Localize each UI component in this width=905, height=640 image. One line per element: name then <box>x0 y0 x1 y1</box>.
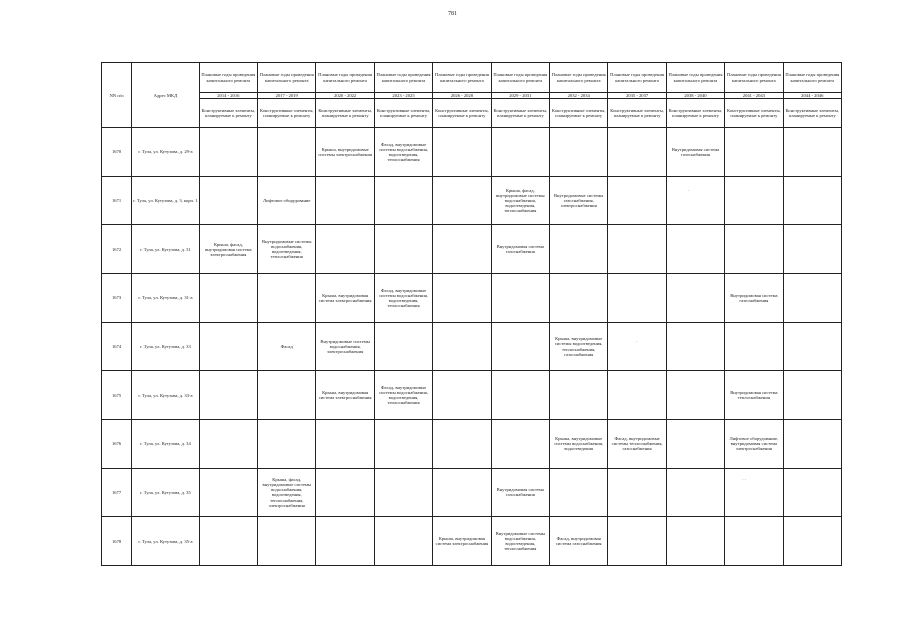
repair-elements-cell <box>199 371 257 420</box>
repair-elements-cell <box>199 176 257 225</box>
repair-elements-cell <box>725 468 783 517</box>
repair-elements-cell <box>666 322 724 371</box>
row-address: г. Тула, ул. Кутузова, д. 34 <box>132 419 199 468</box>
repair-elements-cell <box>433 371 491 420</box>
row-number: 1674 <box>102 322 132 371</box>
repair-elements-cell <box>316 176 374 225</box>
repair-elements-cell <box>316 274 374 323</box>
repair-elements-cell <box>491 176 549 225</box>
repair-elements-cell <box>550 176 608 225</box>
row-address: г. Тула, ул. Кутузова, д. 29-а <box>132 128 199 177</box>
repair-elements-cell <box>666 225 724 274</box>
repair-elements-cell <box>783 517 841 566</box>
repair-elements-cell <box>608 468 666 517</box>
repair-elements-cell <box>725 371 783 420</box>
repair-elements-text: Внутридомовая система газоснабжения <box>671 146 720 157</box>
period-years: 2026 - 2028 <box>433 93 491 99</box>
repair-elements-cell <box>433 274 491 323</box>
repair-elements-cell <box>725 176 783 225</box>
repair-elements-cell <box>550 371 608 420</box>
repair-elements-cell <box>374 419 432 468</box>
period-elements-label: Конструктивные элементы, планируемые к ремонту <box>316 99 374 128</box>
repair-elements-cell <box>725 128 783 177</box>
repair-elements-cell <box>783 468 841 517</box>
period-elements-label: Конструктивные элементы, планируемые к ремонту <box>199 99 257 128</box>
period-title: Плановые годы проведения капитального ремонта <box>199 63 257 93</box>
repair-elements-cell <box>374 322 432 371</box>
period-title: Плановые годы проведения капитального ремонта <box>433 63 491 93</box>
repair-elements-cell <box>491 274 549 323</box>
repair-elements-cell <box>491 419 549 468</box>
repair-elements-cell <box>433 176 491 225</box>
row-address: г. Тула, ул. Кутузова, д. 31-а <box>132 274 199 323</box>
repair-elements-cell <box>550 419 608 468</box>
repair-elements-text: Фасад, внутридомовая система газоснабжения <box>555 535 602 547</box>
period-years: 2020 - 2022 <box>316 93 374 99</box>
period-years: 2044 - 2046 <box>783 93 841 99</box>
period-title: Плановые годы проведения капитального ремонта <box>666 63 724 93</box>
repair-elements-cell <box>666 517 724 566</box>
repair-elements-cell <box>258 274 316 323</box>
repair-elements-cell <box>199 517 257 566</box>
repair-elements-cell <box>725 322 783 371</box>
period-elements-label: Конструктивные элементы, планируемые к ремонту <box>608 99 666 128</box>
repair-elements-text: Фасад, внутридомовые системы водоснабжения, водоотведения, теплоснабжения <box>379 287 428 309</box>
repair-elements-cell <box>783 322 841 371</box>
repair-elements-cell <box>666 128 724 177</box>
period-title: Плановые годы проведения капитального ремонта <box>725 63 783 93</box>
repair-elements-cell <box>608 225 666 274</box>
period-title: Плановые годы проведения капитального ремонта <box>608 63 666 93</box>
repair-elements-text: Крыша, фасад, внутридомовые системы водоснабжения, водоотведения, теплоснабжения <box>496 187 545 214</box>
table-row <box>102 371 842 420</box>
repair-elements-cell <box>608 371 666 420</box>
row-number: 1676 <box>102 419 132 468</box>
repair-elements-cell <box>258 322 316 371</box>
repair-elements-cell <box>316 517 374 566</box>
period-elements-label: Конструктивные элементы, планируемые к ремонту <box>258 99 316 128</box>
repair-elements-cell <box>433 225 491 274</box>
repair-elements-cell <box>666 468 724 517</box>
repair-elements-cell <box>316 468 374 517</box>
repair-elements-cell <box>725 225 783 274</box>
scan-mark: · · <box>742 478 747 483</box>
table-row <box>102 225 842 274</box>
repair-elements-cell <box>374 176 432 225</box>
row-number: 1670 <box>102 128 132 177</box>
period-elements-label: Конструктивные элементы, планируемые к ремонту <box>783 99 841 128</box>
repair-elements-cell <box>199 128 257 177</box>
header-address: Адрес МКД <box>132 63 199 128</box>
period-title: Плановые годы проведения капитального ремонта <box>550 63 608 93</box>
repair-elements-cell <box>608 274 666 323</box>
repair-elements-cell <box>374 128 432 177</box>
repair-elements-cell <box>608 128 666 177</box>
repair-elements-cell <box>374 371 432 420</box>
page-number: 781 <box>448 11 457 17</box>
row-number: 1672 <box>102 225 132 274</box>
header-title-row <box>102 63 842 93</box>
repair-elements-cell <box>258 128 316 177</box>
repair-elements-cell <box>433 468 491 517</box>
period-years: 2029 - 2031 <box>491 93 549 99</box>
repair-elements-cell <box>550 517 608 566</box>
repair-elements-cell <box>783 225 841 274</box>
scan-mark: · <box>636 340 638 345</box>
period-years: 2014 - 2016 <box>199 93 257 99</box>
repair-elements-cell <box>374 274 432 323</box>
row-number: 1678 <box>102 517 132 566</box>
period-years: 2035 - 2037 <box>608 93 666 99</box>
repair-elements-text: Лифтовое оборудование <box>263 198 311 204</box>
repair-elements-text: Лифтовое оборудование, внутридомовая система электроснабжения <box>729 436 779 452</box>
repair-elements-cell <box>783 128 841 177</box>
period-elements-label: Конструктивные элементы, планируемые к ремонту <box>550 99 608 128</box>
period-title: Плановые годы проведения капитального ремонта <box>316 63 374 93</box>
repair-elements-cell <box>666 371 724 420</box>
row-number: 1671 <box>102 176 132 225</box>
repair-elements-cell <box>316 371 374 420</box>
repair-elements-cell <box>783 371 841 420</box>
repair-elements-cell <box>316 128 374 177</box>
repair-elements-cell <box>783 176 841 225</box>
repair-elements-cell <box>783 274 841 323</box>
period-elements-label: Конструктивные элементы, планируемые к ремонту <box>433 99 491 128</box>
repair-elements-cell <box>491 517 549 566</box>
repair-elements-text: Крыша, внутридомовые системы водоотведения, теплоснабжения, газоснабжения <box>554 336 603 357</box>
table-row <box>102 517 842 566</box>
repair-elements-cell <box>608 517 666 566</box>
repair-elements-cell <box>608 419 666 468</box>
repair-elements-text: Фасад, внутридомовые системы водоснабжения, водоотведения, теплоснабжения <box>379 141 428 163</box>
period-title: Плановые годы проведения капитального ремонта <box>783 63 841 93</box>
repair-elements-cell <box>725 517 783 566</box>
repair-elements-text: Внутридомовая система газоснабжения <box>496 487 544 498</box>
repair-elements-text: Крыша, внутридомовые системы водоснабжения, водоотведения <box>554 436 604 452</box>
table-row <box>102 274 842 323</box>
repair-elements-cell <box>258 225 316 274</box>
repair-elements-cell <box>433 322 491 371</box>
repair-elements-text: Фасад, внутридомовые системы водоснабжения, водоотведения, теплоснабжения <box>379 384 428 406</box>
period-elements-label: Конструктивные элементы, планируемые к ремонту <box>666 99 724 128</box>
repair-elements-cell <box>258 419 316 468</box>
repair-elements-cell <box>725 419 783 468</box>
repair-elements-cell <box>550 128 608 177</box>
repair-elements-cell <box>199 419 257 468</box>
repair-elements-cell <box>783 419 841 468</box>
repair-elements-cell <box>374 517 432 566</box>
repair-elements-cell <box>316 322 374 371</box>
repair-elements-text: Внутридомовая система газоснабжения <box>730 292 778 303</box>
repair-elements-cell <box>491 225 549 274</box>
repair-elements-text: Крыша, внутридомовая система электроснабжения <box>435 535 489 547</box>
repair-elements-cell <box>491 128 549 177</box>
table-row <box>102 468 842 517</box>
table-row <box>102 419 842 468</box>
period-years: 2032 - 2034 <box>550 93 608 99</box>
period-title: Плановые годы проведения капитального ремонта <box>258 63 316 93</box>
repair-elements-cell <box>374 225 432 274</box>
repair-elements-cell <box>666 274 724 323</box>
repair-elements-cell <box>725 274 783 323</box>
repair-elements-text: Крыша, внутридомовая система электроснабжения <box>318 390 372 401</box>
repair-elements-cell <box>550 225 608 274</box>
row-address: г. Тула, ул. Кутузова, д. 31 <box>132 225 199 274</box>
repair-elements-cell <box>433 419 491 468</box>
scan-mark: · <box>688 189 690 194</box>
repair-elements-text: Крыша, внутридомовые системы электроснабжения <box>318 146 373 157</box>
table-row <box>102 176 842 225</box>
repair-elements-cell <box>550 274 608 323</box>
row-address: г. Тула, ул. Кутузова, д. 33 <box>132 322 199 371</box>
period-title: Плановые годы проведения капитального ремонта <box>491 63 549 93</box>
repair-elements-cell <box>550 468 608 517</box>
repair-elements-cell <box>258 371 316 420</box>
period-years: 2023 - 2025 <box>374 93 432 99</box>
row-number: 1677 <box>102 468 132 517</box>
table-row <box>102 322 842 371</box>
repair-elements-cell <box>666 176 724 225</box>
repair-elements-text: Внутридомовые системы водоснабжения, водоотведения, теплоснабжения <box>262 238 312 260</box>
repair-elements-cell <box>199 468 257 517</box>
repair-elements-cell <box>550 322 608 371</box>
repair-elements-text: Внутридомовые системы газоснабжения, электроснабжения <box>553 192 604 209</box>
repair-elements-cell <box>491 468 549 517</box>
repair-elements-cell <box>258 468 316 517</box>
repair-elements-cell <box>374 468 432 517</box>
period-years: 2038 - 2040 <box>666 93 724 99</box>
period-elements-label: Конструктивные элементы, планируемые к ремонту <box>491 99 549 128</box>
period-years: 2041 - 2043 <box>725 93 783 99</box>
table-row <box>102 128 842 177</box>
table-body <box>102 128 842 566</box>
header-sub-row <box>102 99 842 128</box>
repair-elements-text: Внутридомовые системы водоснабжения, электроснабжения <box>320 338 370 355</box>
repair-elements-text: Крыша, внутридомовая система электроснабжения <box>318 292 372 303</box>
repair-elements-text: Внутридомовая система теплоснабжения <box>730 390 778 401</box>
repair-elements-text: Фасад, внутридомовые системы теплоснабжения, газоснабжения <box>611 436 663 452</box>
repair-elements-cell <box>316 225 374 274</box>
repair-elements-text: Внутридомовая система газоснабжения <box>496 244 544 255</box>
repair-elements-cell <box>491 322 549 371</box>
repair-elements-cell <box>258 517 316 566</box>
repair-elements-text: Фасад <box>280 343 293 349</box>
repair-elements-text: Внутридомовые системы водоснабжения, водоотведения, теплоснабжения <box>495 530 546 552</box>
row-address: г. Тула, ул. Кутузова, д. 33-а <box>132 371 199 420</box>
repair-elements-cell <box>258 176 316 225</box>
repair-elements-cell <box>199 322 257 371</box>
repair-elements-cell <box>608 322 666 371</box>
period-elements-label: Конструктивные элементы, планируемые к ремонту <box>374 99 432 128</box>
repair-elements-cell <box>608 176 666 225</box>
repair-elements-cell <box>491 371 549 420</box>
row-address: г. Тула, ул. Кутузова, д. 35 <box>132 468 199 517</box>
row-address: г. Тула, ул. Кутузова, д. 35-а <box>132 517 199 566</box>
row-address: г. Тула, ул. Кутузова, д. 3, корп. 1 <box>132 176 199 225</box>
repair-elements-cell <box>199 225 257 274</box>
period-elements-label: Конструктивные элементы, планируемые к ремонту <box>725 99 783 128</box>
repair-elements-cell <box>199 274 257 323</box>
repair-elements-text: Крыша, фасад, внутридомовые системы водоснабжения, водоотведения, теплоснабжения, электроснабжения <box>262 477 311 508</box>
repair-elements-cell <box>666 419 724 468</box>
repair-elements-cell <box>433 128 491 177</box>
row-number: 1675 <box>102 371 132 420</box>
period-title: Плановые годы проведения капитального ремонта <box>374 63 432 93</box>
row-number: 1673 <box>102 274 132 323</box>
capital-repair-table <box>101 62 842 566</box>
header-num: NN п/п <box>102 63 132 128</box>
repair-elements-cell <box>433 517 491 566</box>
period-years: 2017 - 2019 <box>258 93 316 99</box>
repair-elements-text: Крыша, фасад, внутридомовая система электроснабжения <box>205 241 252 257</box>
repair-elements-cell <box>316 419 374 468</box>
